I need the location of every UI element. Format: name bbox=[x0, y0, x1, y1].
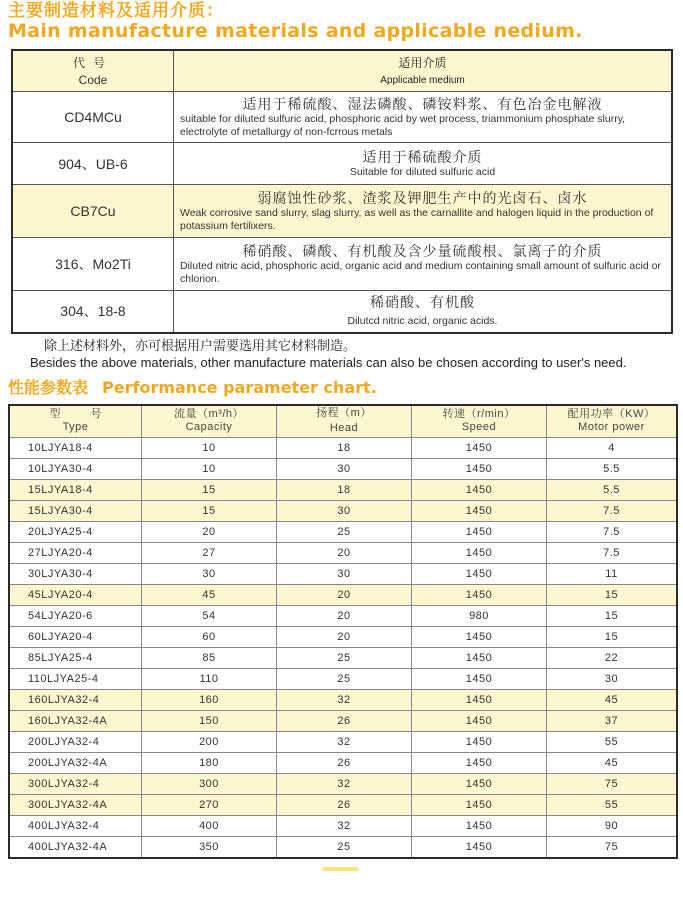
cell-type: 45LJYA20-4 bbox=[9, 584, 142, 605]
cell-head: 25 bbox=[277, 836, 412, 858]
cell-type: 27LJYA20-4 bbox=[9, 542, 142, 563]
cell-capacity: 20 bbox=[142, 521, 277, 542]
cell-head: 20 bbox=[277, 542, 412, 563]
table-row bbox=[9, 479, 677, 500]
column-header-cn: 流量（m³/h） bbox=[174, 408, 244, 420]
cell-capacity: 27 bbox=[142, 542, 277, 563]
cell-type: 400LJYA32-4 bbox=[9, 815, 142, 836]
cell-capacity: 400 bbox=[142, 815, 277, 836]
materials-table bbox=[11, 49, 673, 334]
cell-type: 200LJYA32-4A bbox=[9, 752, 142, 773]
cell-motor-power: 7.5 bbox=[547, 521, 678, 542]
cell-capacity: 15 bbox=[142, 500, 277, 521]
cell-capacity: 10 bbox=[142, 437, 277, 458]
cell-speed: 1450 bbox=[412, 584, 547, 605]
cell-head: 20 bbox=[277, 584, 412, 605]
cell-head: 32 bbox=[277, 689, 412, 710]
column-header-speed bbox=[412, 405, 547, 438]
cell-motor-power: 45 bbox=[547, 752, 678, 773]
column-header-en: Capacity bbox=[185, 421, 233, 433]
material-code: CB7Cu bbox=[12, 185, 174, 238]
medium-header-cn: 适用介质 bbox=[398, 55, 447, 70]
table-row bbox=[9, 500, 677, 521]
cell-speed: 1450 bbox=[412, 500, 547, 521]
column-header-en: Speed bbox=[461, 421, 497, 433]
cell-type: 15LJYA18-4 bbox=[9, 479, 142, 500]
cell-speed: 1450 bbox=[412, 689, 547, 710]
performance-title bbox=[8, 378, 683, 398]
table-row bbox=[9, 731, 677, 752]
table-row bbox=[9, 815, 677, 836]
material-code: CD4MCu bbox=[12, 92, 174, 143]
table-row bbox=[9, 710, 677, 731]
material-medium bbox=[174, 238, 673, 291]
code-header bbox=[12, 50, 174, 92]
medium-header bbox=[174, 50, 673, 92]
table-row bbox=[9, 647, 677, 668]
cell-motor-power: 4 bbox=[547, 437, 678, 458]
table-row bbox=[9, 563, 677, 584]
cell-capacity: 30 bbox=[142, 563, 277, 584]
material-medium-en: Suitable for diluted sulfuric acid bbox=[349, 165, 496, 178]
cell-capacity: 350 bbox=[142, 836, 277, 858]
table-row bbox=[9, 836, 677, 858]
cell-speed: 1450 bbox=[412, 668, 547, 689]
cell-type: 54LJYA20-6 bbox=[9, 605, 142, 626]
cell-type: 160LJYA32-4 bbox=[9, 689, 142, 710]
cell-motor-power: 30 bbox=[547, 668, 678, 689]
material-medium-en: Weak corrosive sand slurry, slag slurry, as well as the carnallite and halogen liquid in the production of potassium fertilixers. bbox=[180, 206, 654, 232]
cell-head: 25 bbox=[277, 647, 412, 668]
cell-head: 20 bbox=[277, 605, 412, 626]
cell-motor-power: 15 bbox=[547, 626, 678, 647]
cell-head: 32 bbox=[277, 773, 412, 794]
performance-title-en: Performance parameter chart. bbox=[102, 377, 377, 397]
table-row bbox=[9, 521, 677, 542]
cell-speed: 1450 bbox=[412, 542, 547, 563]
cell-type: 400LJYA32-4A bbox=[9, 836, 142, 858]
table-row bbox=[9, 689, 677, 710]
material-row bbox=[12, 143, 672, 185]
cell-type: 300LJYA32-4A bbox=[9, 794, 142, 815]
medium-header-en: Applicable medium bbox=[380, 74, 465, 86]
cell-motor-power: 7.5 bbox=[547, 500, 678, 521]
material-medium-cn: 适用于稀硫酸介质 bbox=[362, 148, 483, 165]
material-medium-cn: 稀硝酸、有机酸 bbox=[370, 294, 475, 311]
column-header-cn: 配用功率（KW） bbox=[567, 408, 656, 420]
table-row bbox=[9, 752, 677, 773]
column-header-cn: 扬程（m） bbox=[316, 407, 372, 419]
material-row bbox=[12, 291, 672, 333]
material-medium bbox=[174, 291, 673, 333]
table-row bbox=[9, 668, 677, 689]
table-row bbox=[9, 542, 677, 563]
cell-head: 26 bbox=[277, 794, 412, 815]
cell-speed: 1450 bbox=[412, 752, 547, 773]
material-medium bbox=[174, 92, 673, 143]
cell-head: 32 bbox=[277, 731, 412, 752]
cell-capacity: 15 bbox=[142, 479, 277, 500]
table-row bbox=[9, 794, 677, 815]
cell-speed: 1450 bbox=[412, 458, 547, 479]
note-cn: 除上述材料外，亦可根据用户需要选用其它材料制造。 bbox=[44, 337, 357, 353]
table-row bbox=[9, 437, 677, 458]
cell-type: 10LJYA30-4 bbox=[9, 458, 142, 479]
material-medium-en: suitable for diluted sulfuric acid, phosphoric acid by wet process, triammonium phosphate slurry, electrolyte of metallurgy of non-fcrrous metals bbox=[180, 112, 626, 138]
cell-capacity: 180 bbox=[142, 752, 277, 773]
cell-head: 26 bbox=[277, 710, 412, 731]
cell-motor-power: 55 bbox=[547, 794, 678, 815]
cell-speed: 1450 bbox=[412, 731, 547, 752]
cell-motor-power: 11 bbox=[547, 563, 678, 584]
section-title-cn: 主要制造材料及适用介质： bbox=[8, 1, 224, 21]
column-header-en: Motor power bbox=[578, 421, 645, 433]
cell-type: 60LJYA20-4 bbox=[9, 626, 142, 647]
cell-motor-power: 22 bbox=[547, 647, 678, 668]
code-header-cn: 代号 bbox=[72, 55, 113, 70]
cell-motor-power: 15 bbox=[547, 584, 678, 605]
column-header-motor-power bbox=[547, 405, 678, 438]
bottom-decoration-bar bbox=[323, 867, 358, 871]
cell-head: 26 bbox=[277, 752, 412, 773]
cell-speed: 1450 bbox=[412, 626, 547, 647]
cell-head: 18 bbox=[277, 437, 412, 458]
material-row bbox=[12, 185, 672, 238]
material-medium-en: Dilutcd nitric acid, organic acids. bbox=[347, 315, 498, 328]
cell-motor-power: 90 bbox=[547, 815, 678, 836]
cell-motor-power: 7.5 bbox=[547, 542, 678, 563]
cell-capacity: 10 bbox=[142, 458, 277, 479]
column-header-en: Head bbox=[329, 422, 359, 434]
section-title-en: Main manufacture materials and applicable nedium. bbox=[8, 20, 583, 42]
cell-speed: 1450 bbox=[412, 815, 547, 836]
material-code: 316、Mo2Ti bbox=[12, 238, 174, 291]
cell-speed: 1450 bbox=[412, 437, 547, 458]
material-medium-cn: 适用于稀硫酸、湿法磷酸、磷铵料浆、有色冶金电解液 bbox=[242, 95, 603, 112]
cell-head: 25 bbox=[277, 521, 412, 542]
cell-motor-power: 15 bbox=[547, 605, 678, 626]
cell-capacity: 150 bbox=[142, 710, 277, 731]
cell-type: 110LJYA25-4 bbox=[9, 668, 142, 689]
performance-table bbox=[8, 404, 678, 859]
cell-type: 200LJYA32-4 bbox=[9, 731, 142, 752]
performance-table-body bbox=[9, 437, 677, 858]
material-medium-en: Diluted nitric acid, phosphoric acid, organic acid and medium containing small amount of sulfuric acid or chlorion. bbox=[180, 259, 661, 285]
cell-speed: 1450 bbox=[412, 647, 547, 668]
cell-motor-power: 75 bbox=[547, 773, 678, 794]
cell-speed: 1450 bbox=[412, 836, 547, 858]
table-row bbox=[9, 605, 677, 626]
material-row bbox=[12, 238, 672, 291]
cell-capacity: 85 bbox=[142, 647, 277, 668]
material-medium bbox=[174, 143, 673, 185]
material-row bbox=[12, 92, 672, 143]
cell-motor-power: 5.5 bbox=[547, 479, 678, 500]
performance-title-cn: 性能参数表 bbox=[8, 377, 89, 397]
cell-speed: 1450 bbox=[412, 773, 547, 794]
table-row bbox=[9, 773, 677, 794]
cell-capacity: 300 bbox=[142, 773, 277, 794]
cell-type: 20LJYA25-4 bbox=[9, 521, 142, 542]
cell-speed: 1450 bbox=[412, 563, 547, 584]
cell-type: 10LJYA18-4 bbox=[9, 437, 142, 458]
materials-header-row bbox=[12, 50, 672, 92]
column-header-type bbox=[9, 405, 142, 438]
cell-type: 15LJYA30-4 bbox=[9, 500, 142, 521]
cell-motor-power: 5.5 bbox=[547, 458, 678, 479]
cell-head: 25 bbox=[277, 668, 412, 689]
cell-speed: 1450 bbox=[412, 521, 547, 542]
performance-header-row bbox=[9, 405, 677, 438]
cell-head: 30 bbox=[277, 563, 412, 584]
cell-speed: 1450 bbox=[412, 794, 547, 815]
cell-type: 160LJYA32-4A bbox=[9, 710, 142, 731]
cell-capacity: 200 bbox=[142, 731, 277, 752]
material-medium-cn: 稀硝酸、磷酸、有机酸及含少量硫酸根、氯离子的介质 bbox=[242, 242, 603, 259]
column-header-capacity bbox=[142, 405, 277, 438]
cell-head: 20 bbox=[277, 626, 412, 647]
cell-head: 30 bbox=[277, 458, 412, 479]
cell-capacity: 270 bbox=[142, 794, 277, 815]
cell-capacity: 60 bbox=[142, 626, 277, 647]
cell-motor-power: 75 bbox=[547, 836, 678, 858]
table-row bbox=[9, 626, 677, 647]
cell-head: 18 bbox=[277, 479, 412, 500]
table-row bbox=[9, 458, 677, 479]
cell-capacity: 45 bbox=[142, 584, 277, 605]
cell-type: 30LJYA30-4 bbox=[9, 563, 142, 584]
cell-speed: 1450 bbox=[412, 479, 547, 500]
table-row bbox=[9, 584, 677, 605]
cell-capacity: 160 bbox=[142, 689, 277, 710]
cell-motor-power: 37 bbox=[547, 710, 678, 731]
cell-motor-power: 45 bbox=[547, 689, 678, 710]
note-en: Besides the above materials, other manufacture materials can also be chosen according to user's need. bbox=[30, 354, 627, 370]
column-header-cn: 型号 bbox=[49, 408, 132, 420]
column-header-en: Type bbox=[62, 421, 89, 433]
cell-type: 300LJYA32-4 bbox=[9, 773, 142, 794]
material-medium bbox=[174, 185, 673, 238]
cell-motor-power: 55 bbox=[547, 731, 678, 752]
cell-speed: 1450 bbox=[412, 710, 547, 731]
material-medium-cn: 弱腐蚀性砂浆、渣浆及钾肥生产中的光卤石、卤水 bbox=[257, 189, 588, 206]
cell-head: 30 bbox=[277, 500, 412, 521]
column-header-head bbox=[277, 405, 412, 438]
material-code: 304、18-8 bbox=[12, 291, 174, 333]
material-code: 904、UB-6 bbox=[12, 143, 174, 185]
cell-capacity: 110 bbox=[142, 668, 277, 689]
cell-speed: 980 bbox=[412, 605, 547, 626]
cell-head: 32 bbox=[277, 815, 412, 836]
column-header-cn: 转速（r/min） bbox=[442, 408, 516, 420]
cell-type: 85LJYA25-4 bbox=[9, 647, 142, 668]
cell-capacity: 54 bbox=[142, 605, 277, 626]
code-header-en: Code bbox=[78, 72, 108, 87]
